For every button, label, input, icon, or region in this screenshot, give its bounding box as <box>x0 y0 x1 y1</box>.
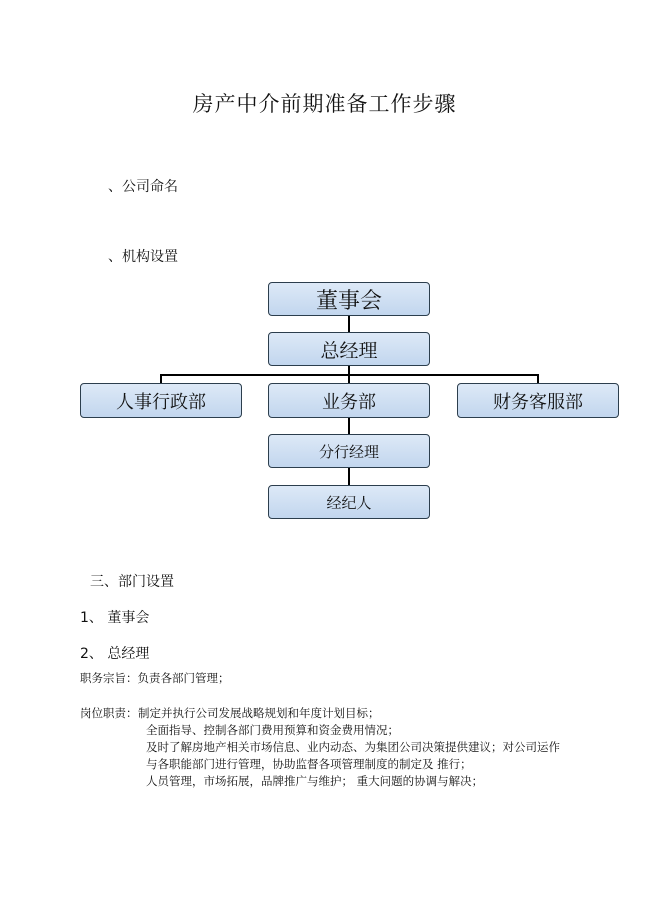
item-general-manager: 2、 总经理 <box>80 646 150 662</box>
responsibility-line: 人员管理，市场拓展，品牌推广与维护； 重大问题的协调与解决； <box>146 774 484 788</box>
org-box-general-manager: 总经理 <box>268 332 430 366</box>
connector-branch-agent <box>348 468 350 485</box>
section-department-setup: 三、部门设置 <box>90 574 174 590</box>
org-box-branch-manager: 分行经理 <box>268 434 430 468</box>
responsibility-line: 与各职能部门进行管理，协助监督各项管理制度的制定及 推行； <box>146 757 472 771</box>
org-box-finance-service: 财务客服部 <box>457 383 619 418</box>
connector-board-gm <box>348 315 350 332</box>
org-box-business: 业务部 <box>268 383 430 418</box>
responsibilities-label: 岗位职责： <box>80 706 138 720</box>
org-box-hr-admin: 人事行政部 <box>80 383 242 418</box>
page-title: 房产中介前期准备工作步骤 <box>192 92 457 116</box>
org-box-board: 董事会 <box>268 282 430 316</box>
responsibility-line: 全面指导、控制各部门费用预算和资金费用情况； <box>146 723 399 737</box>
job-purpose: 职务宗旨：负责各部门管理； <box>80 671 230 685</box>
connector-horizontal <box>160 374 539 376</box>
section-company-naming: 、公司命名 <box>108 179 178 195</box>
responsibility-line: 制定并执行公司发展战略规划和年度计划目标； <box>138 706 380 720</box>
org-box-agent: 经纪人 <box>268 485 430 519</box>
item-board: 1、 董事会 <box>80 610 150 626</box>
section-org-setup: 、机构设置 <box>108 249 178 265</box>
responsibility-line: 及时了解房地产相关市场信息、业内动态、为集团公司决策提供建议；对公司运作 <box>146 740 560 754</box>
connector-business-branch <box>348 417 350 434</box>
